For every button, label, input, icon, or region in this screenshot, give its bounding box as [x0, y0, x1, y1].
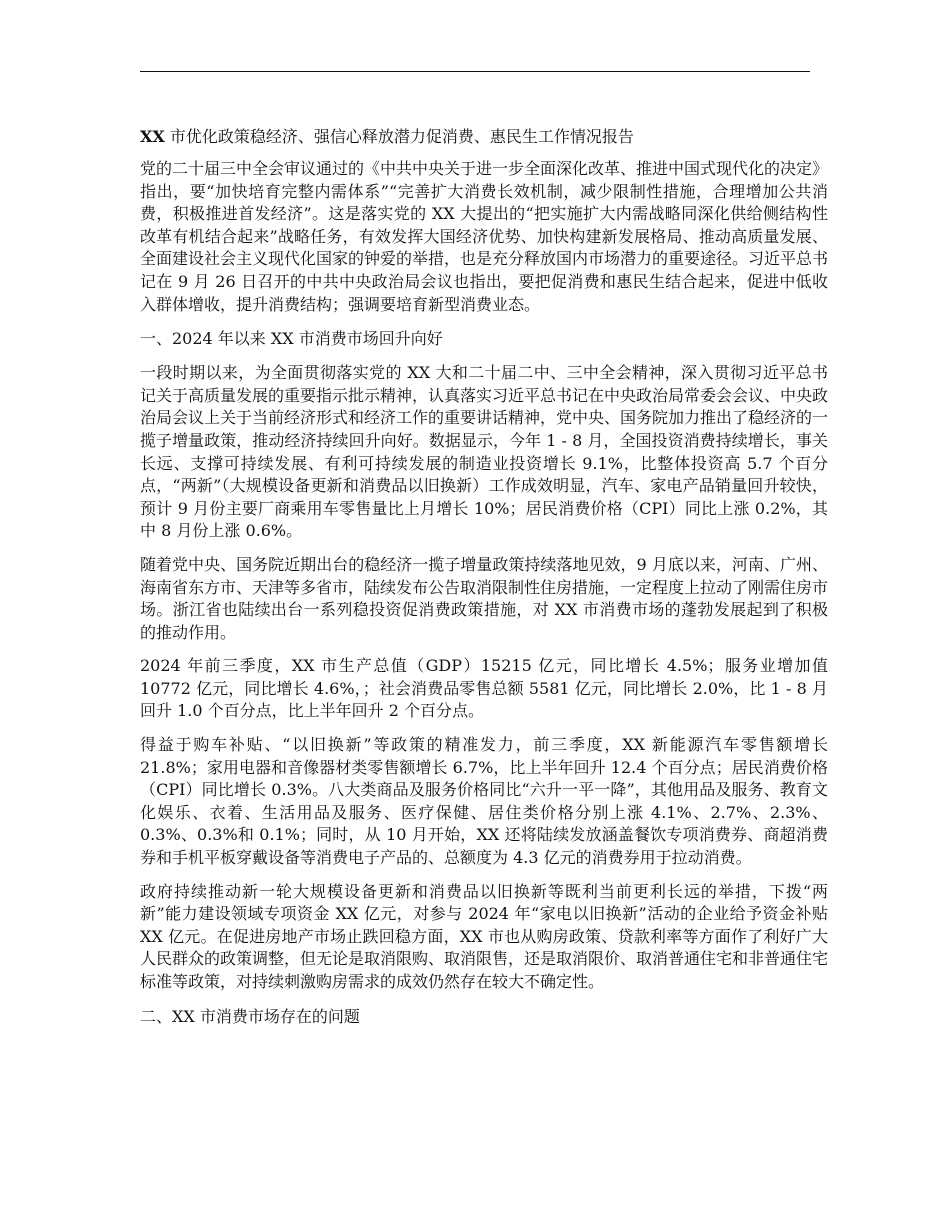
section-heading-1: 一、2024 年以来 XX 市消费市场回升向好	[140, 329, 443, 349]
section1-paragraph-5: 政府持续推动新一轮大规模设备更新和消费品以旧换新等既利当前更利长远的举措，下拨“两新”能力建设领域专项资金 XX 亿元，对参与 2024 年“家电以旧换新”活动的企业给予资金补贴 XX 亿元。在促进房地产市场止跌回稳方面，XX 市也从购房政策、贷款利率等方面作了利好广大人民群众的政策调整，但无论是取消限购、取消限售，还是取消限价、取消普通住宅和非普通住宅标准等政策，对持续刺激购房需求的成效仍然存在较大不确定性。	[140, 881, 829, 991]
header-rule	[140, 71, 810, 72]
section1-paragraph-4: 得益于购车补贴、“以旧换新”等政策的精准发力，前三季度，XX 新能源汽车零售额增长 21.8%；家用电器和音像器材类零售额增长 6.7%，比上半年回升 12.4 个百分点；居民消费价格（CPI）同比增长 0.3%。八大类商品及服务价格同比“六升一平一降”，其他用品及服务、教育文化娱乐、衣着、生活用品及服务、医疗保健、居住类价格分别上涨 4.1%、2.7%、2.3%、0.3%、0.3%和 0.1%；同时，从 10 月开始，XX 还将陆续发放涵盖餐饮专项消费券、商超消费券和手机平板穿戴设备等消费电子产品的、总额度为 4.3 亿元的消费券用于拉动消费。	[140, 735, 828, 868]
document-title-text: 市优化政策稳经济、强信心释放潜力促消费、惠民生工作情况报告	[164, 127, 634, 146]
section1-paragraph-2: 随着党中央、国务院近期出台的稳经济一揽子增量政策持续落地见效，9 月底以来，河南、广州、海南省东方市、天津等多省市，陆续发布公告取消限制性住房措施，一定程度上拉动了刚需住房市场。浙江省也陆续出台一系列稳投资促消费政策措施，对 XX 市消费市场的蓬勃发展起到了积极的推动作用。	[140, 554, 829, 642]
section1-paragraph-1: 一段时期以来，为全面贯彻落实党的 XX 大和二十届二中、三中全会精神，深入贯彻习近平总书记关于高质量发展的重要指示批示精神，认真落实习近平总书记在中央政治局常委会会议、中央政治局会议上关于当前经济形式和经济工作的重要讲话精神，党中央、国务院加力推出了稳经济的一揽子增量政策，推动经济持续回升向好。数据显示，今年 1 - 8 月，全国投资消费持续增长，事关长远、支撑可持续发展、有利可持续发展的制造业投资增长 9.1%，比整体投资高 5.7 个百分点，“两新”（大规模设备更新和消费品以旧换新）工作成效明显，汽车、家电产品销量回升较快，预计 9 月份主要厂商乘用车零售量比上月增长 10%；居民消费价格（CPI）同比上涨 0.2%，其中 8 月份上涨 0.6%。	[140, 363, 829, 541]
document-body	[140, 124, 828, 1040]
section1-paragraph-3: 2024 年前三季度，XX 市生产总值（GDP）15215 亿元，同比增长 4.5%；服务业增加值 10772 亿元，同比增长 4.6%，；社会消费品零售总额 5581 亿元，同比增长 2.0%，比 1 - 8 月回升 1.0 个百分点，比上半年回升 2 个百分点。	[140, 656, 828, 721]
document-title	[140, 124, 828, 150]
intro-paragraph: 党的二十届三中全会审议通过的《中共中央关于进一步全面深化改革、推进中国式现代化的决定》指出，要“加快培育完整内需体系”“完善扩大消费长效机制，减少限制性措施，合理增加公共消费，积极推进首发经济”。这是落实党的 XX 大提出的“把实施扩大内需战略同深化供给侧结构性改革有机结合起来”战略任务，有效发挥大国经济优势、加快构建新发展格局、推动高质量发展、全面建设社会主义现代化国家的钟爱的举措，也是充分释放国内市场潜力的重要途径。习近平总书记在 9 月 26 日召开的中共中央政治局会议也指出，要把促消费和惠民生结合起来，促进中低收入群体增收，提升消费结构；强调要培育新型消费业态。	[140, 159, 829, 314]
section-heading-2: 二、XX 市消费市场存在的问题	[140, 1006, 360, 1026]
document-title-prefix: XX	[140, 127, 165, 146]
